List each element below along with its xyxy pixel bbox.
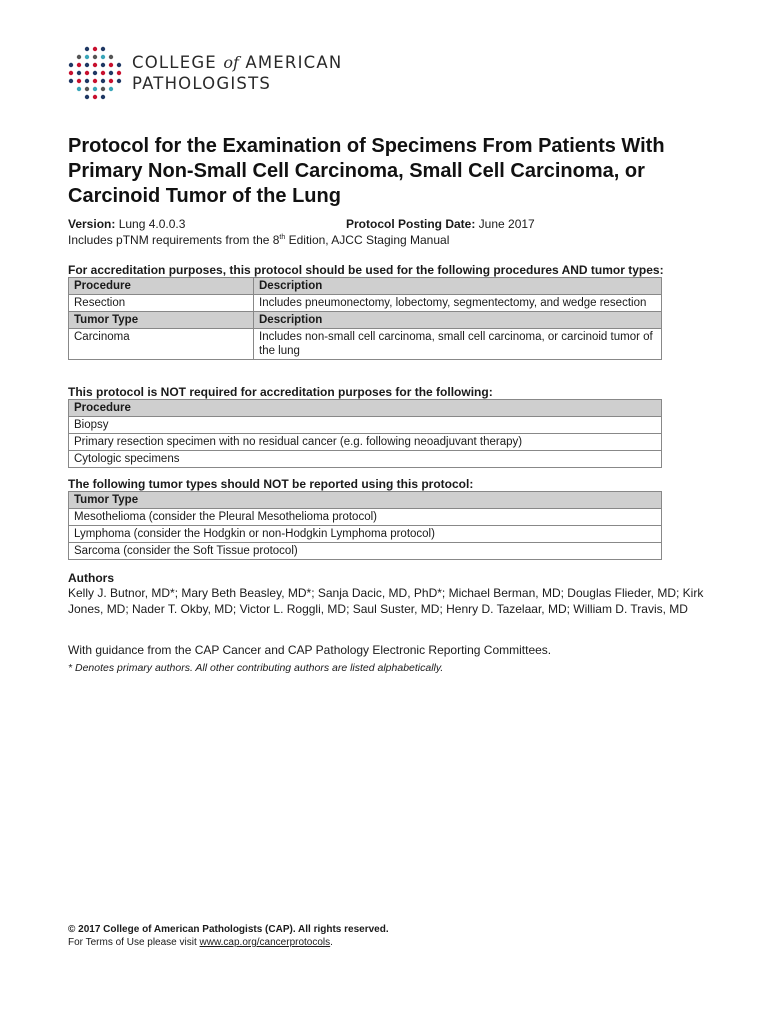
ptnm-text-end: Edition, AJCC Staging Manual — [285, 233, 450, 247]
table-cell: Tumor Type — [69, 492, 662, 509]
terms-text: For Terms of Use please visit — [68, 937, 200, 948]
logo-dot — [93, 55, 97, 59]
logo-dot — [93, 47, 97, 51]
logo-dot — [109, 63, 113, 67]
table-header-row — [69, 312, 662, 329]
logo-dot — [93, 63, 97, 67]
logo-dot — [101, 95, 105, 99]
logo-dot — [117, 79, 121, 83]
logo-dot — [117, 71, 121, 75]
not-reported-heading: The following tumor types should NOT be reported using this protocol: — [68, 477, 474, 491]
version-info — [68, 216, 708, 248]
table-row — [69, 526, 662, 543]
table-cell: Primary resection specimen with no residual cancer (e.g. following neoadjuvant therapy) — [69, 434, 662, 451]
logo-dot — [101, 71, 105, 75]
logo-dot — [85, 87, 89, 91]
ptnm-text: Includes pTNM requirements from the 8 — [68, 233, 280, 247]
logo-dot — [109, 71, 113, 75]
not-reported-table — [68, 491, 662, 560]
logo-dot-grid-icon — [66, 44, 126, 104]
logo-dot — [85, 47, 89, 51]
table-row — [69, 295, 662, 312]
logo-dot — [109, 87, 113, 91]
guidance-text: With guidance from the CAP Cancer and CAP Pathology Electronic Reporting Committees. — [68, 643, 552, 657]
logo-of: of — [223, 53, 239, 72]
logo-dot — [101, 63, 105, 67]
cancer-protocols-link[interactable]: www.cap.org/cancerprotocols — [199, 937, 331, 948]
table-row — [69, 434, 662, 451]
cap-logo — [66, 44, 376, 104]
authors-heading: Authors — [68, 571, 114, 585]
logo-dot — [101, 47, 105, 51]
posting-date — [346, 216, 535, 232]
logo-dot — [93, 79, 97, 83]
primary-authors-note: * Denotes primary authors. All other contributing authors are listed alphabetically. — [68, 662, 444, 674]
posting-value: June 2017 — [475, 217, 535, 231]
logo-dot — [109, 55, 113, 59]
logo-dot — [85, 55, 89, 59]
logo-dot — [85, 63, 89, 67]
ptnm-superscript: th — [279, 234, 286, 241]
terms-period: . — [330, 937, 333, 948]
logo-american: AMERICAN — [238, 53, 343, 72]
accreditation-table — [68, 277, 662, 360]
table-row — [69, 543, 662, 560]
terms-of-use — [68, 936, 333, 949]
logo-dot — [109, 79, 113, 83]
logo-dot — [85, 95, 89, 99]
logo-dot — [77, 87, 81, 91]
table-row — [69, 329, 662, 360]
logo-dot — [85, 71, 89, 75]
logo-wordmark — [132, 52, 342, 94]
copyright: © 2017 College of American Pathologists (CAP). All rights reserved. — [68, 924, 389, 935]
logo-dot — [77, 63, 81, 67]
logo-college: COLLEGE — [132, 53, 224, 72]
table-cell: Resection — [69, 295, 254, 312]
table-header-row — [69, 278, 662, 295]
logo-dot — [93, 71, 97, 75]
table-cell: Includes pneumonectomy, lobectomy, segmentectomy, and wedge resection — [254, 295, 662, 312]
authors-list: Kelly J. Butnor, MD*; Mary Beth Beasley, MD*; Sanja Dacic, MD, PhD*; Michael Berman, MD; Douglas Flieder, MD; Kirk Jones, MD; Nader T. Okby, MD; Victor L. Roggli, MD; Saul Suster, MD; Henry D. Tazelaar, MD; William D. Travis, MD — [68, 586, 704, 616]
table-row — [69, 417, 662, 434]
table-cell: Carcinoma — [69, 329, 254, 360]
logo-dot — [101, 79, 105, 83]
table-cell: Biopsy — [69, 417, 662, 434]
posting-label: Protocol Posting Date: — [346, 217, 476, 231]
table-cell: Procedure — [69, 278, 254, 295]
not-required-table — [68, 399, 662, 468]
table-cell: Cytologic specimens — [69, 451, 662, 468]
logo-dot — [85, 79, 89, 83]
table-cell: Lymphoma (consider the Hodgkin or non-Hodgkin Lymphoma protocol) — [69, 526, 662, 543]
version-label: Version: — [68, 217, 116, 231]
table-cell: Sarcoma (consider the Soft Tissue protocol) — [69, 543, 662, 560]
logo-dot — [93, 95, 97, 99]
page-title: Protocol for the Examination of Specimens From Patients With Primary Non-Small Cell Carcinoma, Small Cell Carcinoma, or Carcinoid Tumor of the Lung — [68, 135, 665, 207]
logo-dot — [77, 71, 81, 75]
table-cell: Mesothelioma (consider the Pleural Mesothelioma protocol) — [69, 509, 662, 526]
logo-dot — [69, 79, 73, 83]
logo-dot — [93, 87, 97, 91]
logo-pathologists: PATHOLOGISTS — [132, 74, 272, 93]
logo-dot — [77, 55, 81, 59]
table-header-row — [69, 400, 662, 417]
logo-dot — [101, 87, 105, 91]
table-cell: Includes non-small cell carcinoma, small cell carcinoma, or carcinoid tumor of the lung — [254, 329, 662, 360]
table-cell: Tumor Type — [69, 312, 254, 329]
logo-dot — [77, 79, 81, 83]
table-cell: Description — [254, 312, 662, 329]
not-required-heading: This protocol is NOT required for accreditation purposes for the following: — [68, 385, 493, 399]
table-cell: Procedure — [69, 400, 662, 417]
logo-dot — [117, 63, 121, 67]
logo-dot — [69, 63, 73, 67]
version-value: Lung 4.0.0.3 — [115, 217, 186, 231]
table-row — [69, 451, 662, 468]
table-cell: Description — [254, 278, 662, 295]
accreditation-heading: For accreditation purposes, this protocol should be used for the following procedures AND tumor types: — [68, 263, 664, 277]
logo-dot — [69, 71, 73, 75]
logo-dot — [101, 55, 105, 59]
table-header-row — [69, 492, 662, 509]
table-row — [69, 509, 662, 526]
ptnm-line — [68, 232, 708, 248]
